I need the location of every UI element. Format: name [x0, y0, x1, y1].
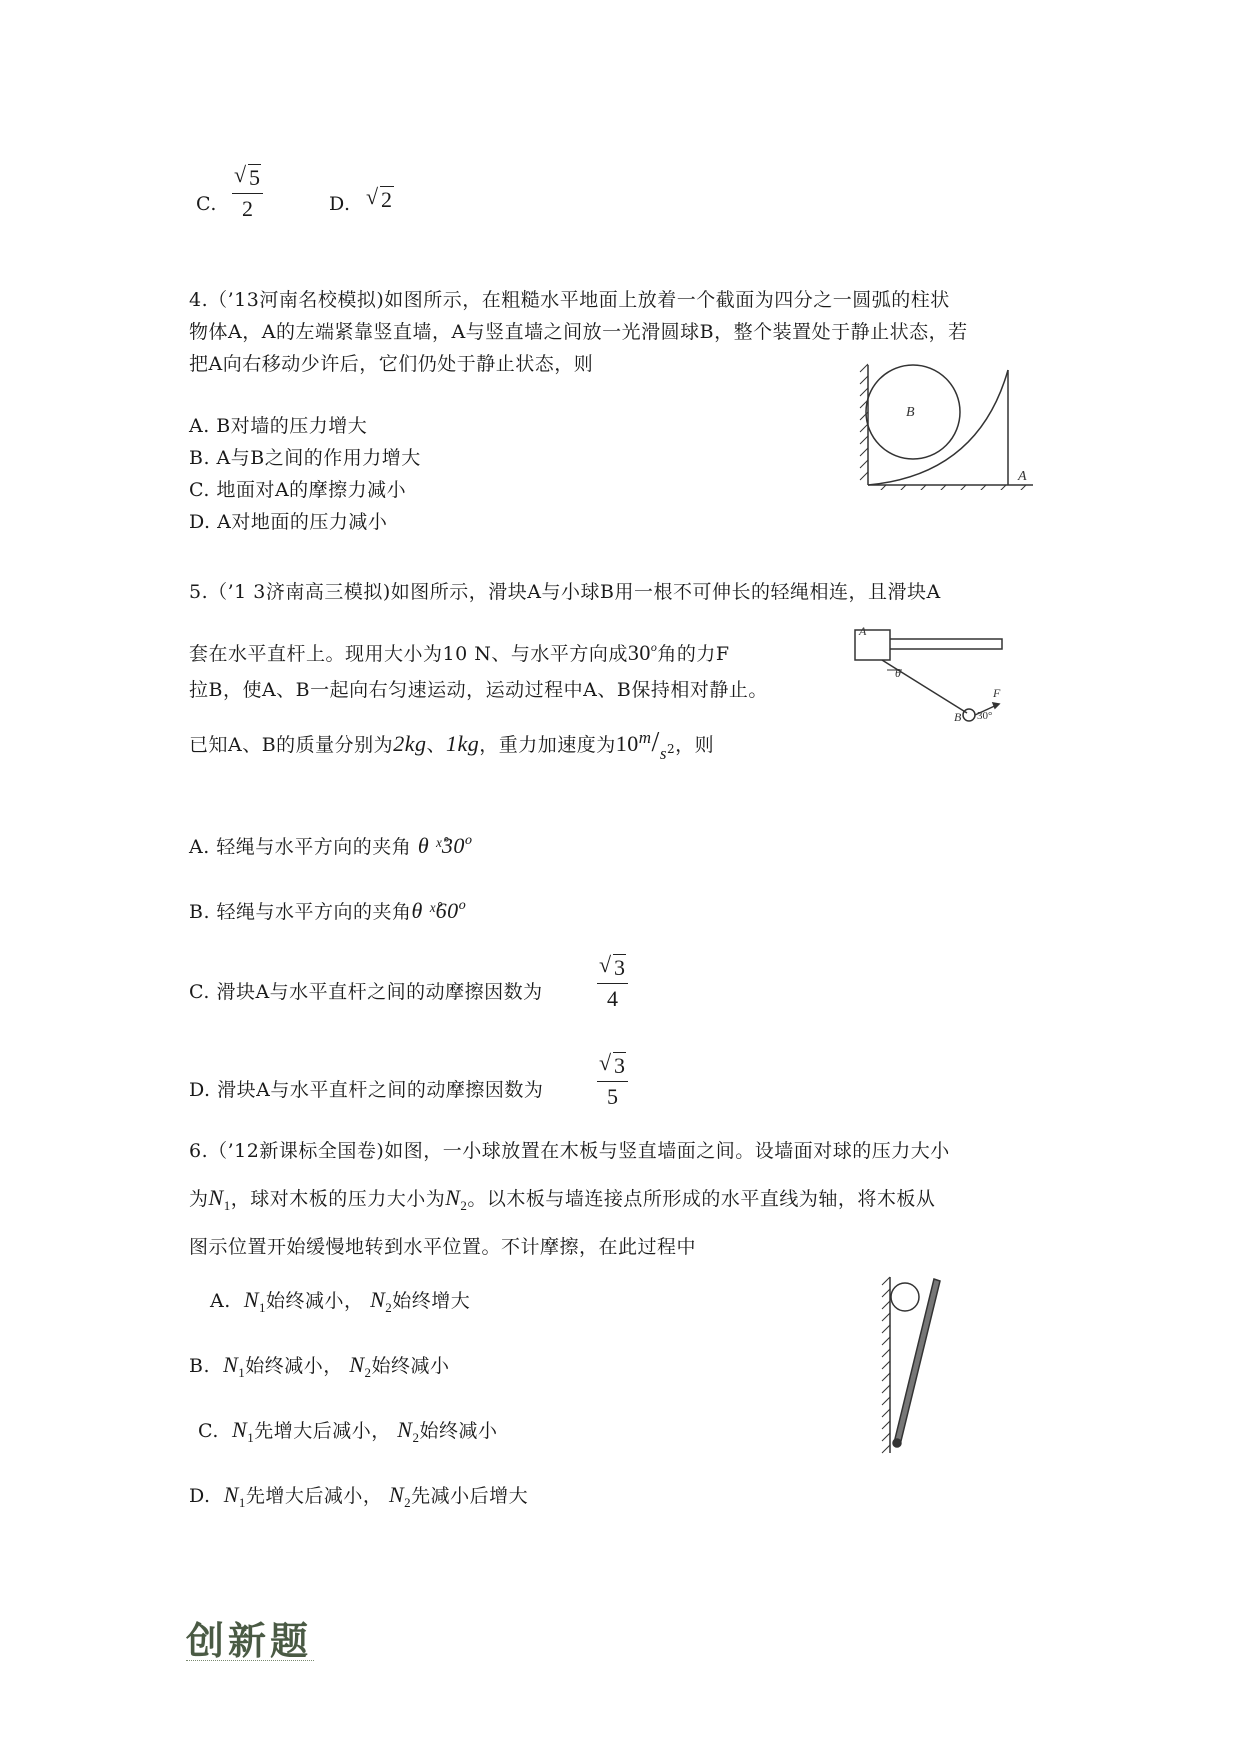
q6-option-c-part-1: 先增大后减小， — [254, 1420, 391, 1442]
q3-option-d-label: D. — [329, 193, 351, 215]
q6-figure-ball-board-wall — [880, 1275, 950, 1455]
q4-line-3: 把A向右移动少许后，它们仍处于静止状态，则 — [189, 353, 594, 375]
q5-line-2-text-a: 套在水平直杆上。现用大小为10 N、与水平方向成 — [189, 643, 628, 665]
q6-option-b-part-1: 始终减小， — [245, 1355, 343, 1377]
q5-mass-separator: 、 — [426, 734, 446, 756]
q6-option-c-part-2: 始终减小 — [419, 1420, 498, 1442]
q3-option-c-denominator: 2 — [242, 196, 253, 221]
q6-option-d-part-2: 先减小后增大 — [411, 1485, 529, 1507]
q5-option-d-denominator: 5 — [607, 1084, 618, 1109]
q5-line-4-text-c: ，则 — [675, 734, 715, 756]
q6-n2-symbol: N — [445, 1185, 461, 1210]
q5-option-d-fraction — [597, 1053, 628, 1110]
q6-option-b-label: B. — [189, 1355, 211, 1377]
q5-option-a-math: θ ˣ̊30 — [417, 833, 465, 858]
q5-figure-slider-ball — [827, 625, 1012, 725]
q6-option-a-part-1: 始终减小， — [266, 1290, 364, 1312]
q4-option-c: C. 地面对A的摩擦力减小 — [189, 479, 407, 501]
q4-figure-label-a: A — [1018, 469, 1027, 484]
q6-option-d-label: D. — [189, 1485, 211, 1507]
q4-option-d: D. A对地面的压力减小 — [189, 511, 388, 533]
q5-figure-label-a: A — [859, 625, 867, 638]
q5-option-a-text: A. 轻绳与水平方向的夹角 — [189, 836, 412, 858]
q5-option-b: B. 轻绳与水平方向的夹角θ ˣ̊60$^o$ — [189, 898, 467, 923]
q6-option-d: D. $N_1$先增大后减小， $N_2$先减小后增大 — [189, 1482, 529, 1510]
q4-line-2: 物体A，A的左端紧靠竖直墙，A与竖直墙之间放一光滑圆球B，整个装置处于静止状态，若 — [189, 321, 968, 343]
q5-line-2 — [189, 635, 730, 666]
q6-option-b: B. $N_1$始终减小， $N_2$始终减小 — [189, 1352, 450, 1380]
q5-option-d-text: D. 滑块A与水平直杆之间的动摩擦因数为 — [189, 1079, 544, 1101]
q5-option-c-denominator: 4 — [607, 986, 618, 1011]
q5-figure-label-f: F — [993, 686, 1001, 700]
q5-option-d-radicand: 3 — [614, 1053, 625, 1078]
q6-option-c: C. $N_1$先增大后减小， $N_2$始终减小 — [198, 1417, 498, 1445]
q5-figure-label-theta: θ — [895, 666, 901, 680]
q3-option-c-fraction — [232, 165, 263, 222]
q4-option-b: B. A与B之间的作用力增大 — [189, 447, 421, 469]
q3-option-d-radicand: 2 — [381, 187, 393, 212]
q5-option-b-text: B. 轻绳与水平方向的夹角 — [189, 901, 412, 923]
section-title-underline — [186, 1660, 314, 1661]
q6-option-d-part-1: 先增大后减小， — [245, 1485, 383, 1507]
q6-n2-subscript: 2 — [460, 1198, 468, 1213]
q5-figure-label-b: B — [954, 710, 962, 724]
q6-n1-symbol: N — [208, 1185, 224, 1210]
q5-angle-30: 30$^o$ — [627, 640, 658, 665]
q6-line-2-text-c: 。以木板与墙连接点所形成的水平直线为轴，将木板从 — [467, 1188, 936, 1210]
q4-line-1: 4.（’13河南名校模拟)如图所示，在粗糙水平地面上放着一个截面为四分之一圆弧的柱状 — [189, 289, 950, 311]
q6-line-2-text-b: ，球对木板的压力大小为 — [230, 1188, 446, 1210]
q6-option-c-label: C. — [198, 1420, 219, 1442]
q6-option-b-part-2: 始终减小 — [371, 1355, 450, 1377]
q5-line-1: 5.（’1 3济南高三模拟)如图所示，滑块A与小球B用一根不可伸长的轻绳相连，且滑块A — [189, 581, 941, 603]
q6-n1 — [208, 1185, 231, 1213]
q5-g-unit-m: m — [638, 728, 652, 747]
q6-line-3: 图示位置开始缓慢地转到水平位置。不计摩擦，在此过程中 — [189, 1236, 697, 1258]
q6-line-2-text-a: 为 — [189, 1188, 209, 1210]
q5-line-4-text-a: 已知A、B的质量分别为 — [189, 734, 394, 756]
q6-option-a-label: A. — [210, 1290, 231, 1312]
q4-option-a: A. B对墙的压力增大 — [189, 415, 368, 437]
q5-line-3: 拉B，使A、B一起向右匀速运动，运动过程中A、B保持相对静止。 — [189, 679, 768, 701]
q6-option-a-part-2: 始终增大 — [392, 1290, 471, 1312]
q5-line-4: 已知A、B的质量分别为2kg、1kg，重力加速度为$10m/s^2$，则 — [189, 727, 715, 763]
q4-figure-wall-ball-block — [858, 360, 1038, 490]
q5-option-c-radicand: 3 — [614, 955, 625, 980]
q5-mass-b: 1kg — [445, 731, 480, 756]
q3-option-c-radicand: 5 — [249, 165, 260, 190]
q6-line-2 — [189, 1186, 935, 1218]
q3-option-d-value — [366, 188, 394, 212]
q5-option-c-text: C. 滑块A与水平直杆之间的动摩擦因数为 — [189, 981, 543, 1003]
q5-figure-label-30: 30° — [977, 710, 993, 722]
q4-figure-label-b: B — [906, 405, 915, 420]
q5-angle-value: 30 — [627, 640, 651, 665]
q3-option-c-label: C. — [196, 193, 217, 215]
q5-line-2-text-b: 角的力F — [657, 643, 730, 665]
q5-g-value: 10 — [615, 731, 639, 756]
q5-option-a: A. 轻绳与水平方向的夹角 θ ˣ̊30$^o$ — [189, 833, 473, 858]
q5-option-b-math: θ ˣ̊60 — [411, 898, 459, 923]
q5-g-unit-s: s — [659, 744, 667, 763]
q5-mass-a: 2kg — [393, 731, 427, 756]
q5-option-c-fraction — [597, 955, 628, 1012]
q6-n1-subscript: 1 — [223, 1198, 231, 1213]
q6-option-a: A. $N_1$始终减小， $N_2$始终增大 — [210, 1287, 471, 1315]
q6-line-1: 6.（’12新课标全国卷)如图，一小球放置在木板与竖直墙面之间。设墙面对球的压力大小 — [189, 1140, 950, 1162]
q5-line-4-text-b: ，重力加速度为 — [479, 734, 616, 756]
section-title-stamp: 创新题 — [186, 1618, 313, 1663]
q6-n2 — [445, 1185, 468, 1213]
